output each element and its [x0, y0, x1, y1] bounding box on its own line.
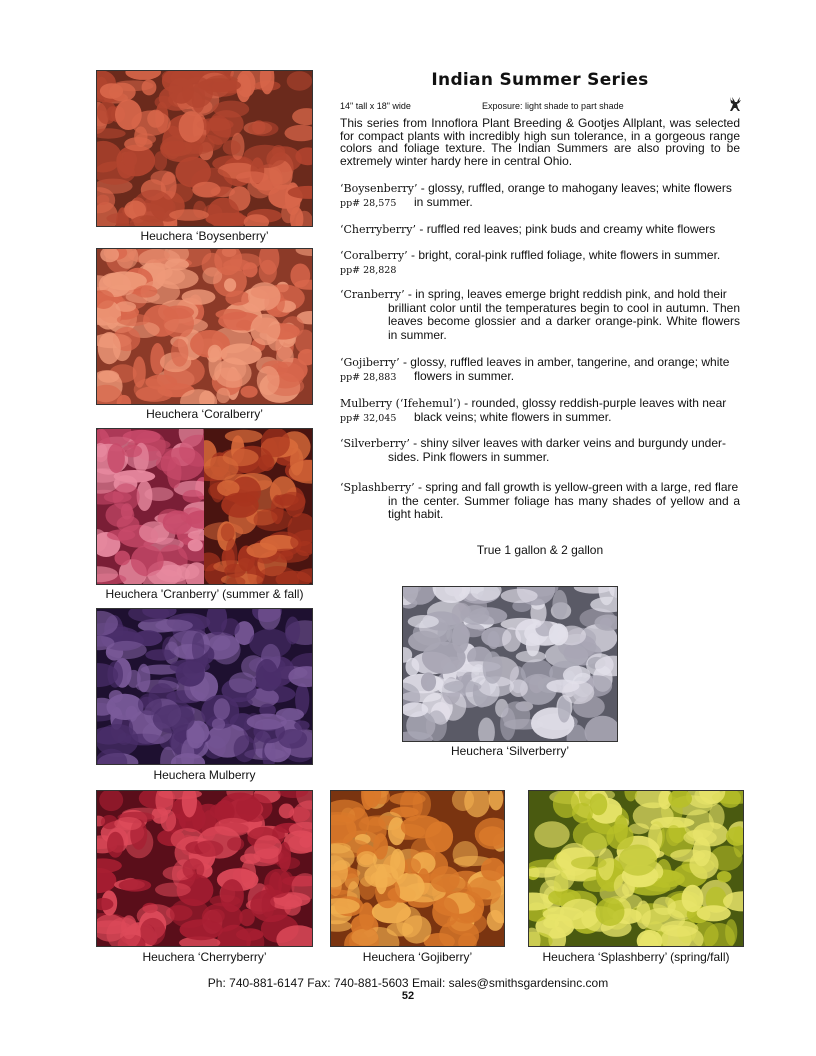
- entry-text: - glossy, ruffled leaves in amber, tangerine, and orange; white: [399, 355, 730, 369]
- entry-text: - ruffled red leaves; pink buds and creamy white flowers: [416, 222, 716, 236]
- entry-boysenberry: [340, 182, 740, 210]
- entry-name: ‘Splashberry’: [340, 481, 415, 494]
- photo-mulberry: [96, 608, 313, 765]
- size-spec: 14" tall x 18" wide: [340, 101, 411, 111]
- entry-continuation: sides. Pink flowers in summer.: [388, 449, 550, 464]
- entry-cranberry: [340, 288, 740, 342]
- entry-name: Mulberry (‘Ifehemul’): [340, 397, 461, 410]
- entry-text: - bright, coral-pink ruffled foliage, white flowers in summer.: [407, 248, 721, 262]
- entry-coralberry: [340, 249, 740, 277]
- entry-splashberry: [340, 481, 740, 522]
- foliage-image: [97, 71, 312, 226]
- foliage-image: [331, 791, 504, 946]
- page-title: Indian Summer Series: [431, 70, 649, 90]
- entry-name: ‘Gojiberry’: [340, 356, 400, 369]
- foliage-image: [403, 587, 617, 741]
- entry-name: ‘Cherryberry’: [340, 223, 417, 236]
- foliage-image: [97, 609, 312, 764]
- page-number: 52: [401, 990, 415, 1002]
- entry-continuation: in the center. Summer foliage has many shades of yellow and a tight habit.: [388, 493, 740, 521]
- entry-continuation: brilliant color until the temperatures begin to cool in autumn. Then leaves become glossier and a darker orange-pink. White flowers in summer.: [388, 300, 740, 342]
- exposure-spec: Exposure: light shade to part shade: [482, 101, 624, 111]
- patent-number: pp# 32,045: [340, 412, 397, 424]
- entry-gojiberry: [340, 356, 740, 384]
- caption-cranberry: Heuchera 'Cranberry’ (summer & fall): [105, 587, 304, 601]
- caption-silverberry: Heuchera ‘Silverberry’: [450, 744, 570, 758]
- entry-text: - glossy, ruffled, orange to mahogany leaves; white flowers: [417, 181, 732, 195]
- photo-splashberry: [528, 790, 744, 947]
- photo-gojiberry: [330, 790, 505, 947]
- entry-name: ‘Cranberry’: [340, 288, 405, 301]
- entry-text: - in spring, leaves emerge bright reddish pink, and hold their: [404, 287, 727, 301]
- caption-mulberry: Heuchera Mulberry: [153, 768, 256, 782]
- patent-number: pp# 28,575: [340, 197, 397, 209]
- entry-name: ‘Boysenberry’: [340, 182, 418, 195]
- caption-boysenberry: Heuchera ‘Boysenberry’: [140, 229, 269, 243]
- entry-continuation: black veins; white flowers in summer.: [414, 409, 612, 424]
- caption-cherryberry: Heuchera ‘Cherryberry’: [142, 950, 267, 964]
- entry-text: - shiny silver leaves with darker veins and burgundy under-: [409, 436, 726, 450]
- entry-cherryberry: [340, 223, 740, 237]
- foliage-image-summer: [97, 429, 204, 584]
- photo-cherryberry: [96, 790, 313, 947]
- entry-mulberry: [340, 397, 740, 425]
- photo-silverberry: [402, 586, 618, 742]
- foliage-image-fall: [204, 429, 312, 584]
- deer-icon: [727, 96, 743, 112]
- series-description: This series from Innoflora Plant Breeding & Gootjes Allplant, was selected for compact plants with incredibly high sun tolerance, in a gorgeous range colors and foliage texture. The Indian Summers are also proving to be extremely winter hardy here in central Ohio.: [340, 116, 740, 168]
- photo-coralberry: [96, 248, 313, 405]
- foliage-image: [97, 249, 312, 404]
- foliage-image: [97, 791, 312, 946]
- foliage-image: [529, 791, 743, 946]
- patent-number: pp# 28,883: [340, 371, 397, 383]
- photo-cranberry: [96, 428, 313, 585]
- footer-contact: Ph: 740-881-6147 Fax: 740-881-5603 Email: sales@smithsgardensinc.com: [207, 976, 609, 990]
- entry-name: ‘Silverberry’: [340, 437, 410, 450]
- photo-boysenberry: [96, 70, 313, 227]
- patent-number: pp# 28,828: [340, 264, 397, 276]
- caption-splashberry: Heuchera ‘Splashberry’ (spring/fall): [542, 950, 730, 964]
- entry-continuation: flowers in summer.: [414, 368, 515, 383]
- caption-coralberry: Heuchera ‘Coralberry’: [146, 407, 263, 421]
- container-sizes: True 1 gallon & 2 gallon: [476, 543, 604, 557]
- entry-continuation: in summer.: [414, 194, 473, 209]
- entry-text: - rounded, glossy reddish-purple leaves with near: [460, 396, 727, 410]
- caption-gojiberry: Heuchera ‘Gojiberry’: [362, 950, 473, 964]
- entry-silverberry: [340, 437, 740, 464]
- entry-name: ‘Coralberry’: [340, 249, 408, 262]
- entry-text: - spring and fall growth is yellow-green with a large, red flare: [414, 480, 739, 494]
